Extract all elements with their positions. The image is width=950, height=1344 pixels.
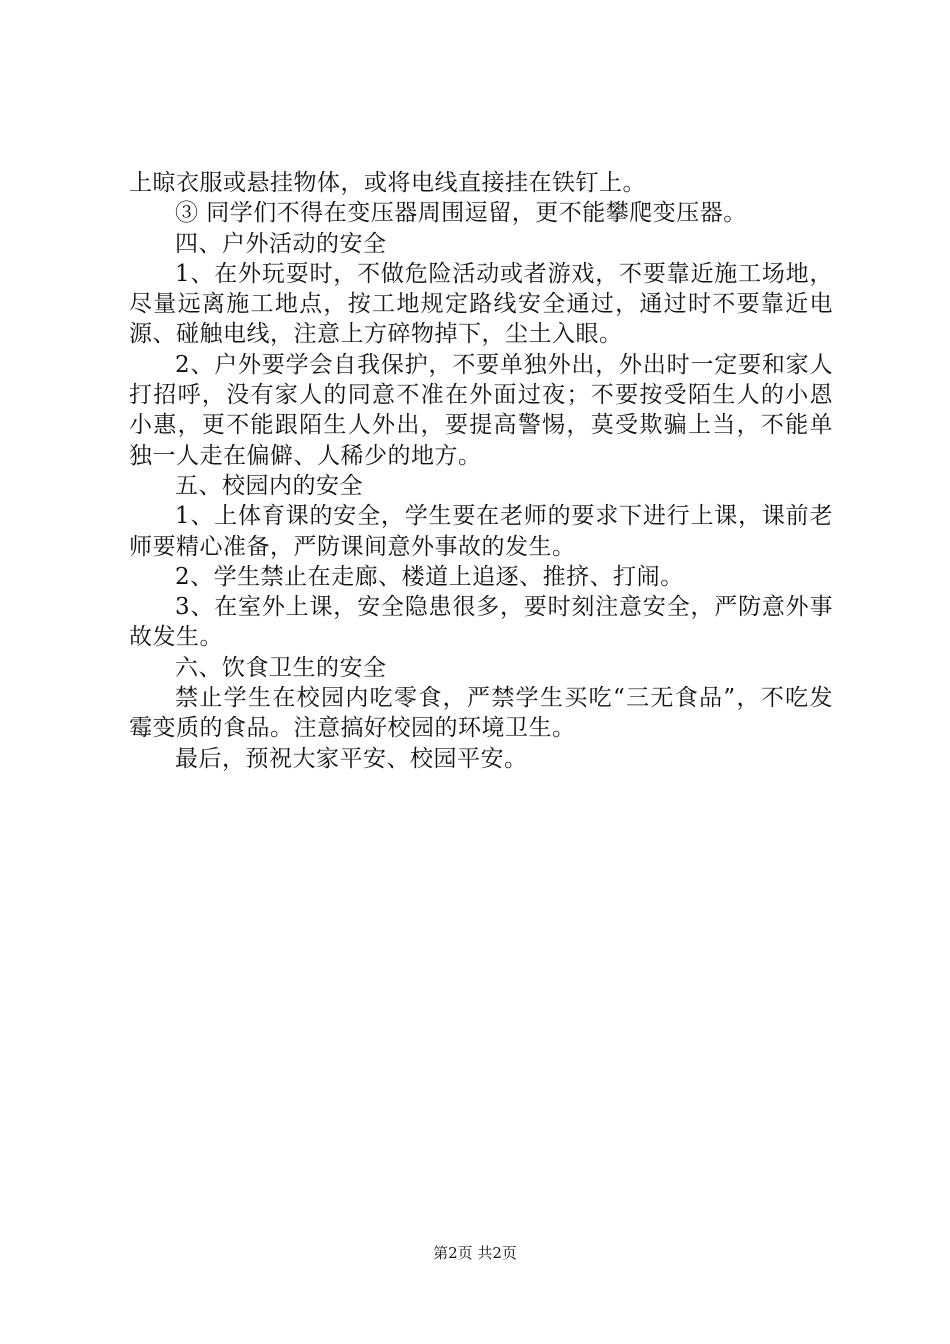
document-body <box>129 168 833 774</box>
paragraph-food-1: 禁止学生在校园内吃零食，严禁学生买吃“三无食品”，不吃发霉变质的食品。注意搞好校园的环境卫生。 <box>129 685 833 742</box>
paragraph-campus-3: 3、在室外上课，安全隐患很多，要时刻注意安全，严防意外事故发生。 <box>129 594 833 651</box>
paragraph-outdoor-2: 2、户外要学会自我保护，不要单独外出，外出时一定要和家人打招呼，没有家人的同意不准在外面过夜；不要按受陌生人的小恩小惠，更不能跟陌生人外出，要提高警惕，莫受欺骗上当，不能单独一人走在偏僻、人稀少的地方。 <box>129 351 833 469</box>
section-heading-outdoor-safety: 四、户外活动的安全 <box>175 230 387 257</box>
paragraph-continuation: 上晾衣服或悬挂物体，或将电线直接挂在铁钉上。 <box>129 170 646 196</box>
paragraph-campus-2: 2、学生禁止在走廊、楼道上追逐、推挤、打闹。 <box>175 563 684 590</box>
paragraph-transformer-rule: ③ 同学们不得在变压器周围逗留，更不能攀爬变压器。 <box>175 200 747 227</box>
paragraph-closing: 最后，预祝大家平安、校园平安。 <box>175 745 528 772</box>
section-heading-campus-safety: 五、校园内的安全 <box>175 472 363 499</box>
paragraph-campus-1: 1、上体育课的安全，学生要在老师的要求下进行上课，课前老师要精心准备，严防课间意外事故的发生。 <box>129 503 833 560</box>
paragraph-outdoor-1: 1、在外玩耍时，不做危险活动或者游戏，不要靠近施工场地，尽量远离施工地点，按工地规定路线安全通过，通过时不要靠近电源、碰触电线，注意上方碎物掉下，尘土入眼。 <box>129 260 833 348</box>
section-heading-food-safety: 六、饮食卫生的安全 <box>175 654 387 681</box>
page-number-footer: 第2页 共2页 <box>433 1244 517 1262</box>
